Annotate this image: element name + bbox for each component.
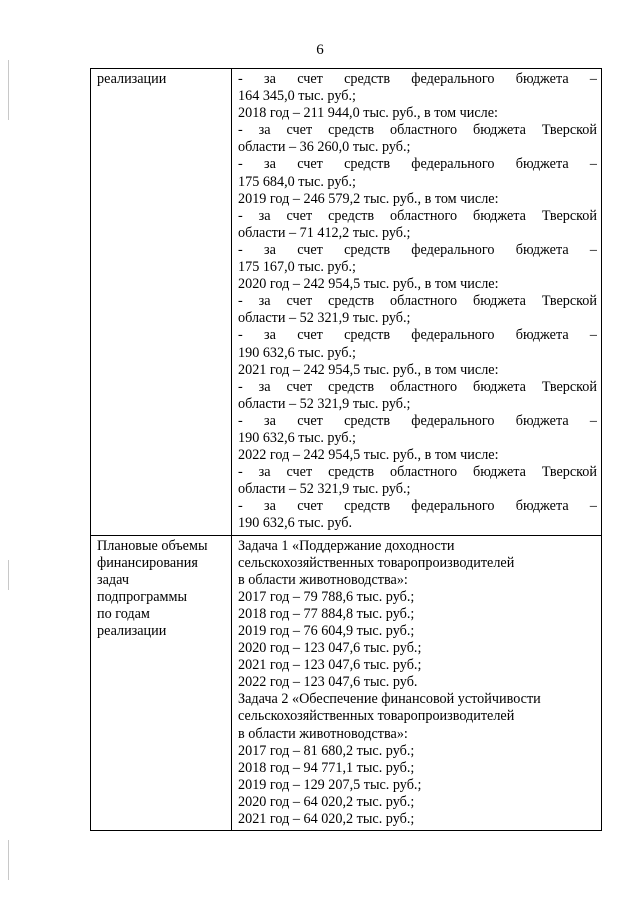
row-content-line: Задача 2 «Обеспечение финансовой устойчивости bbox=[238, 691, 541, 708]
row-content-line: 2018 год – 94 771,1 тыс. руб.; bbox=[238, 759, 415, 776]
row-content-line: 2020 год – 242 954,5 тыс. руб., в том числе: bbox=[238, 276, 499, 293]
row-content-line: 2019 год – 129 207,5 тыс. руб.; bbox=[238, 776, 422, 793]
table-row bbox=[91, 69, 602, 536]
row-content-line: 175 167,0 тыс. руб.; bbox=[238, 259, 356, 276]
row-content-line: - за счет средств федерального бюджета – bbox=[238, 412, 597, 429]
row-content-line: 2017 год – 81 680,2 тыс. руб.; bbox=[238, 742, 415, 759]
row-content-line: 2019 год – 76 604,9 тыс. руб.; bbox=[238, 623, 415, 639]
passport-table-body bbox=[91, 69, 602, 831]
passport-table bbox=[90, 68, 602, 831]
scan-edge-mark bbox=[8, 560, 9, 590]
row-content-line: 2021 год – 123 047,6 тыс. руб.; bbox=[238, 657, 422, 674]
row-content-line: - за счет средств федерального бюджета – bbox=[238, 156, 597, 173]
row-content-line: 2020 год – 123 047,6 тыс. руб.; bbox=[238, 640, 422, 657]
row-content-line: 2019 год – 246 579,2 тыс. руб., в том числе: bbox=[238, 190, 499, 207]
row-label-line: реализации bbox=[97, 71, 167, 87]
table-row bbox=[91, 535, 602, 831]
page-number: 6 bbox=[316, 42, 324, 58]
row-content-line: - за счет средств областного бюджета Тверской bbox=[238, 378, 597, 395]
row-content-line: области – 36 260,0 тыс. руб.; bbox=[238, 139, 411, 156]
row-content-line: - за счет средств федерального бюджета – bbox=[238, 498, 597, 515]
row-content-line: 190 632,6 тыс. руб. bbox=[238, 515, 352, 532]
row-content-line: - за счет средств федерального бюджета – bbox=[238, 241, 597, 258]
row-label-line: финансирования bbox=[97, 554, 198, 571]
row-content-line: 2018 год – 77 884,8 тыс. руб.; bbox=[238, 605, 415, 622]
scan-edge-mark bbox=[8, 840, 9, 880]
row-content-line: 2022 год – 242 954,5 тыс. руб., в том числе: bbox=[238, 447, 499, 464]
row-label-line: по годам bbox=[97, 605, 150, 622]
row-content-line: Задача 1 «Поддержание доходности bbox=[238, 537, 455, 554]
row-label-line: подпрограммы bbox=[97, 588, 187, 605]
row-content-line: 190 632,6 тыс. руб.; bbox=[238, 429, 356, 446]
row-content-line: - за счет средств федерального бюджета – bbox=[238, 327, 597, 344]
row-content-line: сельскохозяйственных товаропроизводителей bbox=[238, 708, 515, 725]
row-content-line: 2022 год – 123 047,6 тыс. руб. bbox=[238, 674, 418, 691]
row-content-line: области – 71 412,2 тыс. руб.; bbox=[238, 224, 411, 241]
row-content-line: 2021 год – 64 020,2 тыс. руб.; bbox=[238, 811, 415, 828]
row-content-line: 175 684,0 тыс. руб.; bbox=[238, 173, 356, 190]
row-content-line: 2021 год – 242 954,5 тыс. руб., в том числе: bbox=[238, 361, 499, 378]
row-content-line: 2020 год – 64 020,2 тыс. руб.; bbox=[238, 793, 415, 810]
row-content-line: 164 345,0 тыс. руб.; bbox=[238, 88, 356, 105]
row-content-line: в области животноводства»: bbox=[238, 571, 408, 588]
row-content-line: области – 52 321,9 тыс. руб.; bbox=[238, 310, 411, 327]
row-content-cell bbox=[232, 535, 602, 831]
row-label-cell bbox=[91, 69, 232, 536]
row-content-line: области – 52 321,9 тыс. руб.; bbox=[238, 481, 411, 498]
row-content-line: - за счет средств областного бюджета Тверской bbox=[238, 293, 597, 310]
row-content-cell bbox=[232, 69, 602, 536]
row-label-line: Плановые объемы bbox=[97, 537, 208, 554]
row-content-line: в области животноводства»: bbox=[238, 725, 408, 742]
row-label-line: задач bbox=[97, 571, 129, 588]
row-content-line: 2017 год – 79 788,6 тыс. руб.; bbox=[238, 588, 415, 605]
row-content-line: - за счет средств областного бюджета Тверской bbox=[238, 122, 597, 139]
row-content-line: сельскохозяйственных товаропроизводителей bbox=[238, 554, 515, 571]
row-content-line: - за счет средств областного бюджета Тверской bbox=[238, 207, 597, 224]
row-content-line: - за счет средств федерального бюджета – bbox=[238, 71, 597, 87]
row-content-line: 2018 год – 211 944,0 тыс. руб., в том числе: bbox=[238, 105, 498, 122]
row-content-line: области – 52 321,9 тыс. руб.; bbox=[238, 395, 411, 412]
scan-edge-mark bbox=[8, 60, 9, 120]
row-label-line: реализации bbox=[97, 623, 167, 639]
row-content-line: 190 632,6 тыс. руб.; bbox=[238, 344, 356, 361]
row-content-line: - за счет средств областного бюджета Тверской bbox=[238, 464, 597, 481]
row-label-cell bbox=[91, 535, 232, 831]
